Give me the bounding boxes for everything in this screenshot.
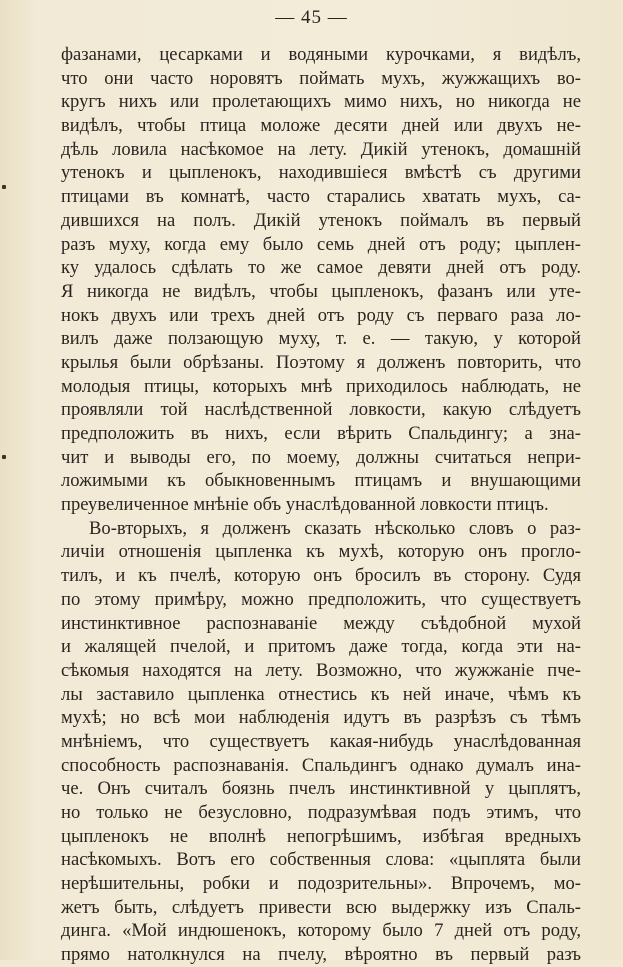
text-line: по этому примѣру, можно предположить, что существуетъ <box>61 588 581 610</box>
text-line: тилъ, и къ пчелѣ, которую онъ бросилъ въ сторону. Судя <box>61 565 581 587</box>
text-line: нерѣшительны, робки и подозрительны». Впрочемъ, мо- <box>61 873 581 895</box>
text-line: нокъ двухъ или трехъ дней отъ роду съ перваго раза ло- <box>61 304 581 326</box>
text-line: дившихся на полъ. Дикій утенокъ поймалъ въ первый <box>61 209 581 231</box>
text-line: насѣкомыхъ. Вотъ его собственныя слова: «цыплята были <box>61 849 581 871</box>
text-line: сѣкомыя находятся на лету. Возможно, что жужжаніе пче- <box>61 659 581 681</box>
text-line: жетъ быть, слѣдуетъ привести всю выдержку изъ Спаль- <box>61 896 581 918</box>
text-line: прямо натолкнулся на пчелу, вѣроятно въ первый разъ <box>61 944 581 966</box>
text-line: Я никогда не видѣлъ, чтобы цыпленокъ, фазанъ или уте- <box>61 280 581 302</box>
margin-mark <box>2 185 6 189</box>
text-line: птицами въ комнатѣ, часто старались хватать мухъ, са- <box>61 186 581 208</box>
body-text <box>61 43 581 967</box>
text-line: цыпленокъ не вполнѣ непогрѣшимъ, избѣгая вредныхъ <box>61 825 581 847</box>
text-line: и жалящей пчелой, и притомъ даже тогда, когда эти на- <box>61 636 581 658</box>
page-number: — 45 — <box>275 7 348 28</box>
text-line: что они часто норовятъ поймать мухъ, жужжащихъ во- <box>61 67 581 89</box>
text-line: предположить въ нихъ, если вѣрить Спальдингу; а зна- <box>61 423 581 444</box>
text-line: крылья были обрѣзаны. Поэтому я долженъ повторить, что <box>61 351 581 373</box>
text-line: фазанами, цесарками и водяными курочками, я видѣлъ, <box>61 44 581 65</box>
text-line: ку удалось сдѣлать то же самое девяти дней отъ роду. <box>61 257 581 279</box>
text-line: дѣль ловила насѣкомое на лету. Дикій утенокъ, домашній <box>61 138 581 160</box>
text-line: утенокъ и цыпленокъ, находившіеся вмѣстѣ съ другими <box>61 162 581 184</box>
text-line: разъ муху, когда ему было семь дней отъ роду; цыплен- <box>61 233 581 255</box>
text-line: динга. «Мой индюшенокъ, которому было 7 дней отъ роду, <box>61 920 581 942</box>
text-line: лы заставило цыпленка отнестись къ ней иначе, чѣмъ къ <box>61 683 581 705</box>
text-line: проявляли той наслѣдственной ловкости, какую слѣдуетъ <box>61 399 581 421</box>
text-line: вилъ даже ползающую муху, т. е. — такую, у которой <box>61 328 581 350</box>
text-line: преувеличенное мнѣніе объ унаслѣдованной ловкости птицъ. <box>61 494 549 516</box>
text-line: но только не безусловно, подразумѣвая подъ этимъ, что <box>61 802 581 823</box>
text-line: че. Онъ считалъ боязнь пчелъ инстинктивной у цыплятъ, <box>61 778 581 800</box>
paragraph-start-line: Во-вторыхъ, я долженъ сказать нѣсколько словъ о раз- <box>89 517 581 539</box>
text-line: инстинктивное распознаваніе между съѣдобной мухой <box>61 612 581 634</box>
text-line: личіи отношенія цыпленка къ мухѣ, которую онъ проглo- <box>61 541 581 563</box>
text-line: кругъ нихъ или пролетающихъ мимо нихъ, но никогда не <box>61 91 581 113</box>
text-line: видѣлъ, чтобы птица моложе десяти дней или двухъ не- <box>61 115 581 137</box>
text-line: молодыя птицы, которыхъ мнѣ приходилось наблюдать, не <box>61 375 581 397</box>
text-line: ложимыми къ обыкновеннымъ птицамъ и внушающими <box>61 470 581 492</box>
text-line: способность распознаванія. Спальдингъ однако думалъ ина- <box>61 754 581 776</box>
text-line: мухѣ; но всѣ мои наблюденія идутъ въ разрѣзъ съ тѣмъ <box>61 707 581 729</box>
text-line: мнѣніемъ, что существуетъ какая-нибудь унаслѣдованная <box>61 730 581 752</box>
margin-mark <box>2 455 6 459</box>
text-line: чит и выводы его, по моему, должны считаться непри- <box>61 446 581 468</box>
